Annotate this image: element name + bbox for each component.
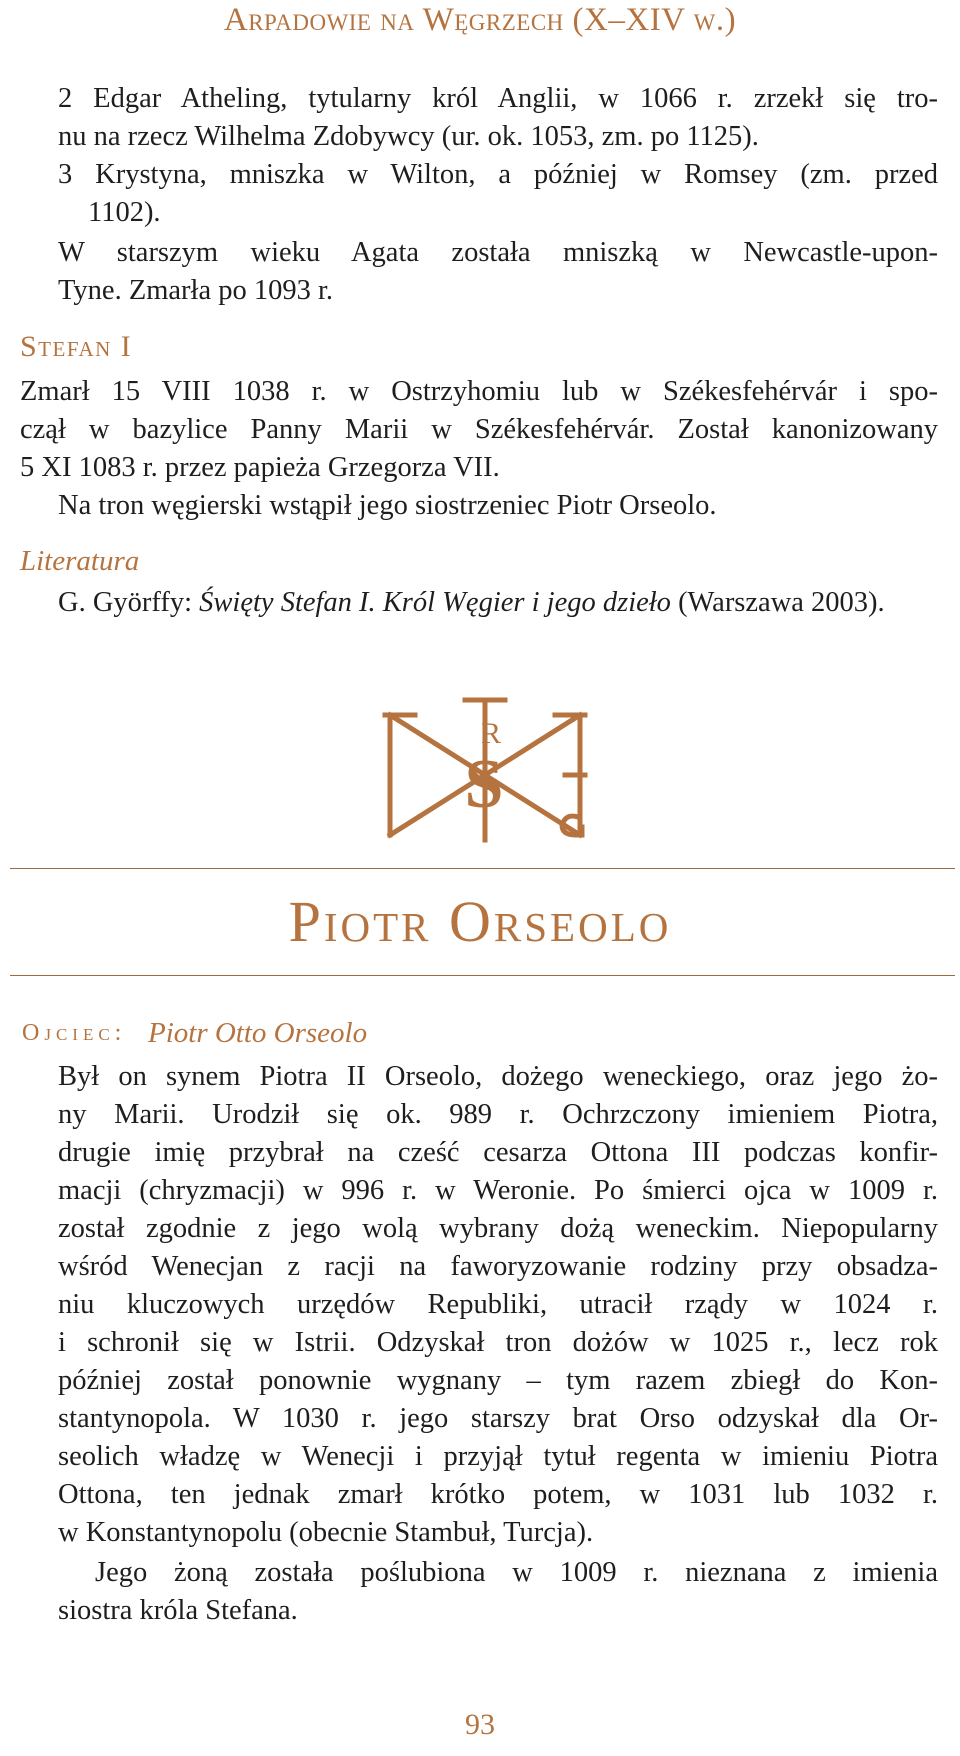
agata-note-line-2: Tyne. Zmarła po 1093 r. (58, 275, 334, 306)
literature-publication: (Warszawa 2003). (670, 587, 885, 618)
piotr-line-2: ny Marii. Urodził się ok. 989 r. Ochrzczony imieniem Piotra, (58, 1099, 938, 1130)
piotr-line-1: Był on synem Piotra II Orseolo, dożego weneckiego, oraz jego żo- (58, 1061, 938, 1092)
literature-author: G. Györffy: (58, 587, 200, 618)
stefan-line-2: czął w bazylice Panny Marii w Székesfehérvár. Został kanonizowany (20, 414, 938, 445)
literature-entry (58, 584, 885, 622)
piotr-line-12: Ottona, ten jednak zmarł krótko potem, w 1031 lub 1032 r. (58, 1479, 938, 1510)
running-header: Arpadowie na Węgrzech (X–XIV w.) (223, 2, 737, 38)
stefan-line-1: Zmarł 15 VIII 1038 r. w Ostrzyhomiu lub w Székesfehérvár i spo- (20, 376, 938, 407)
svg-text:S: S (464, 746, 504, 823)
title-rule-bottom (10, 975, 955, 976)
piotr-line-7: niu kluczowych urzędów Republiki, utracił rządy w 1024 r. (58, 1289, 938, 1320)
piotr-line-14: Jego żoną została poślubiona w 1009 r. nieznana z imienia (95, 1557, 938, 1588)
piotr-line-15: siostra króla Stefana. (58, 1595, 298, 1626)
stefan-line-4: Na tron węgierski wstąpił jego siostrzeniec Piotr Orseolo. (58, 490, 717, 521)
chapter-title: Piotr Orseolo (288, 889, 672, 954)
stefan-heading: Stefan I (20, 330, 133, 363)
child-edgar-line-1: 2 Edgar Atheling, tytularny król Anglii, w 1066 r. zrzekł się tro- (58, 83, 938, 114)
svg-text:R: R (480, 717, 502, 750)
literature-book-title: Święty Stefan I. Król Węgier i jego dzieło (199, 587, 671, 618)
stephen-monogram-icon (380, 695, 590, 845)
literature-heading: Literatura (20, 545, 140, 577)
father-name: Piotr Otto Orseolo (148, 1017, 368, 1049)
piotr-line-10: stantynopola. W 1030 r. jego starszy brat Orso odzyskał dla Or- (58, 1403, 938, 1434)
child-edgar-line-2: nu na rzecz Wilhelma Zdobywcy (ur. ok. 1053, zm. po 1125). (58, 121, 759, 152)
father-label: Ojciec: (22, 1020, 127, 1046)
title-rule-top (10, 868, 955, 869)
agata-note-line-1: W starszym wieku Agata została mniszką w Newcastle-upon- (58, 237, 938, 268)
piotr-line-9: później został ponownie wygnany – tym razem zbiegł do Kon- (58, 1365, 938, 1396)
piotr-line-11: seolich władzę w Wenecji i przyjął tytuł regenta w imieniu Piotra (58, 1441, 938, 1472)
piotr-line-3: drugie imię przybrał na cześć cesarza Ottona III podczas konfir- (58, 1137, 938, 1168)
piotr-line-5: został zgodnie z jego wolą wybrany dożą weneckim. Niepopularny (58, 1213, 938, 1244)
piotr-line-6: wśród Wenecjan z racji na faworyzowanie rodziny przy obsadza- (58, 1251, 938, 1282)
child-krystyna-line-2: 1102). (88, 197, 161, 228)
piotr-line-13: w Konstantynopolu (obecnie Stambuł, Turcja). (58, 1517, 594, 1548)
page-number: 93 (465, 1708, 495, 1741)
child-krystyna-line-1: 3 Krystyna, mniszka w Wilton, a później w Romsey (zm. przed (58, 159, 938, 190)
piotr-line-4: macji (chryzmacji) w 996 r. w Weronie. Po śmierci ojca w 1009 r. (58, 1175, 938, 1206)
piotr-line-8: i schronił się w Istrii. Odzyskał tron dożów w 1025 r., lecz rok (58, 1327, 938, 1358)
stefan-line-3: 5 XI 1083 r. przez papieża Grzegorza VII. (20, 452, 500, 483)
